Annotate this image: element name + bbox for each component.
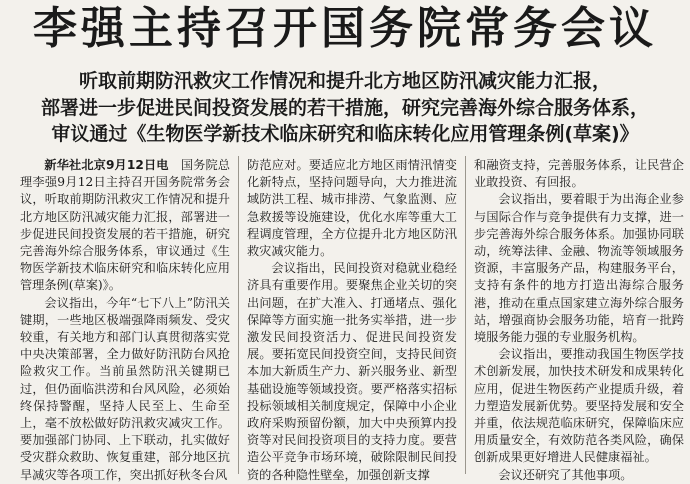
article-paragraph: 会议指出，要推动我国生物医学技术创新发展，加快技术研发和成果转化应用，促进生物医药产业提质升级，着力塑造发展新优势。要坚持发展和安全并重，依法规范临床研究，保障临床应用质量安全，有效防范各类风险，确保创新成果更好增进人民健康福祉。 (474, 347, 684, 465)
subheadline-line-3: 审议通过《生物医学新技术临床研究和临床转化应用管理条例(草案)》 (51, 123, 639, 145)
article-column-1 (20, 157, 230, 482)
headline: 李强主持召开国务院常务会议 (33, 3, 657, 54)
column-divider (238, 156, 239, 474)
article-paragraph: 会议指出，要着眼于为出海企业参与国际合作与竞争提供有力支撑，进一步完善海外综合服务体系。加强协同联动，统筹法律、金融、物流等领域服务资源，丰富服务产品，构建服务平台，支持有条件的地方打造出海综合服务港，推动在重点国家建立海外综合服务站，增强商协会服务功能，培育一批跨境服务能力强的专业服务机构。 (474, 192, 684, 345)
dateline: 新华社北京9月12日电 (44, 158, 169, 172)
article-paragraph: 会议指出，民间投资对稳就业稳经济具有重要作用。要聚焦企业关切的突出问题，在扩大准入、打通堵点、强化保障等方面实施一批务实举措，进一步激发民间投资活力、促进民间投资发展。要拓宽民间投资空间，支持民间资本加大新质生产力、新兴服务业、新型基础设施等领域投资。要严格落实招标投标领域相关制度规定，保障中小企业政府采购预留份额，加大中央预算内投资等对民间投资项目的支持力度。要营造公平竞争市场环境，破除限制民间投资的各种隐性壁垒，加强创新支撑 (247, 261, 457, 482)
article-column-3 (474, 157, 684, 482)
article-paragraph: 会议还研究了其他事项。 (498, 467, 633, 482)
article-paragraph: 防范应对。要适应北方地区雨情汛情变化新特点，坚持问题导向，大力推进流域防洪工程、城市排涝、气象监测、应急救援等设施建设，优化水库等重大工程调度管理，全方位提升北方地区防汛救灾减灾能力。 (247, 158, 457, 259)
subheadline-line-2: 部署进一步促进民间投资发展的若干措施，研究完善海外综合服务体系， (40, 97, 649, 119)
column-divider (465, 156, 466, 474)
article-column-2 (247, 157, 457, 482)
article-paragraph (20, 157, 230, 295)
paragraph-text: 国务院总理李强9月12日主持召开国务院常务会议，听取前期防汛救灾工作情况和提升北方地区防汛减灾能力汇报，部署进一步促进民间投资发展的若干措施，研究完善海外综合服务体系，审议通过《生物医学新技术临床研究和临床转化应用管理条例(草案)》。 (20, 158, 230, 293)
article-paragraph: 和融资支持，完善服务体系，让民营企业敢投资、有回报。 (474, 158, 684, 190)
article-paragraph: 会议指出，今年“七下八上”防汛关键期，一些地区极端强降雨频发、受灾较重，有关地方和部门认真贯彻落实党中央决策部署，全力做好防汛防台风抢险救灾工作。当前虽然防汛关键期已过，但仍面临洪涝和台风风险，必须始终保持警醒，坚持人民至上、生命至上，毫不放松做好防汛救灾减灾工作。要加强部门协同、上下联动，扎实做好受灾群众救助、恢复重建，部分地区抗旱减灾等各项工作，突出抓好秋冬台风 (20, 295, 230, 482)
subheadline-line-1: 听取前期防汛救灾工作情况和提升北方地区防汛减灾能力汇报， (78, 70, 611, 92)
